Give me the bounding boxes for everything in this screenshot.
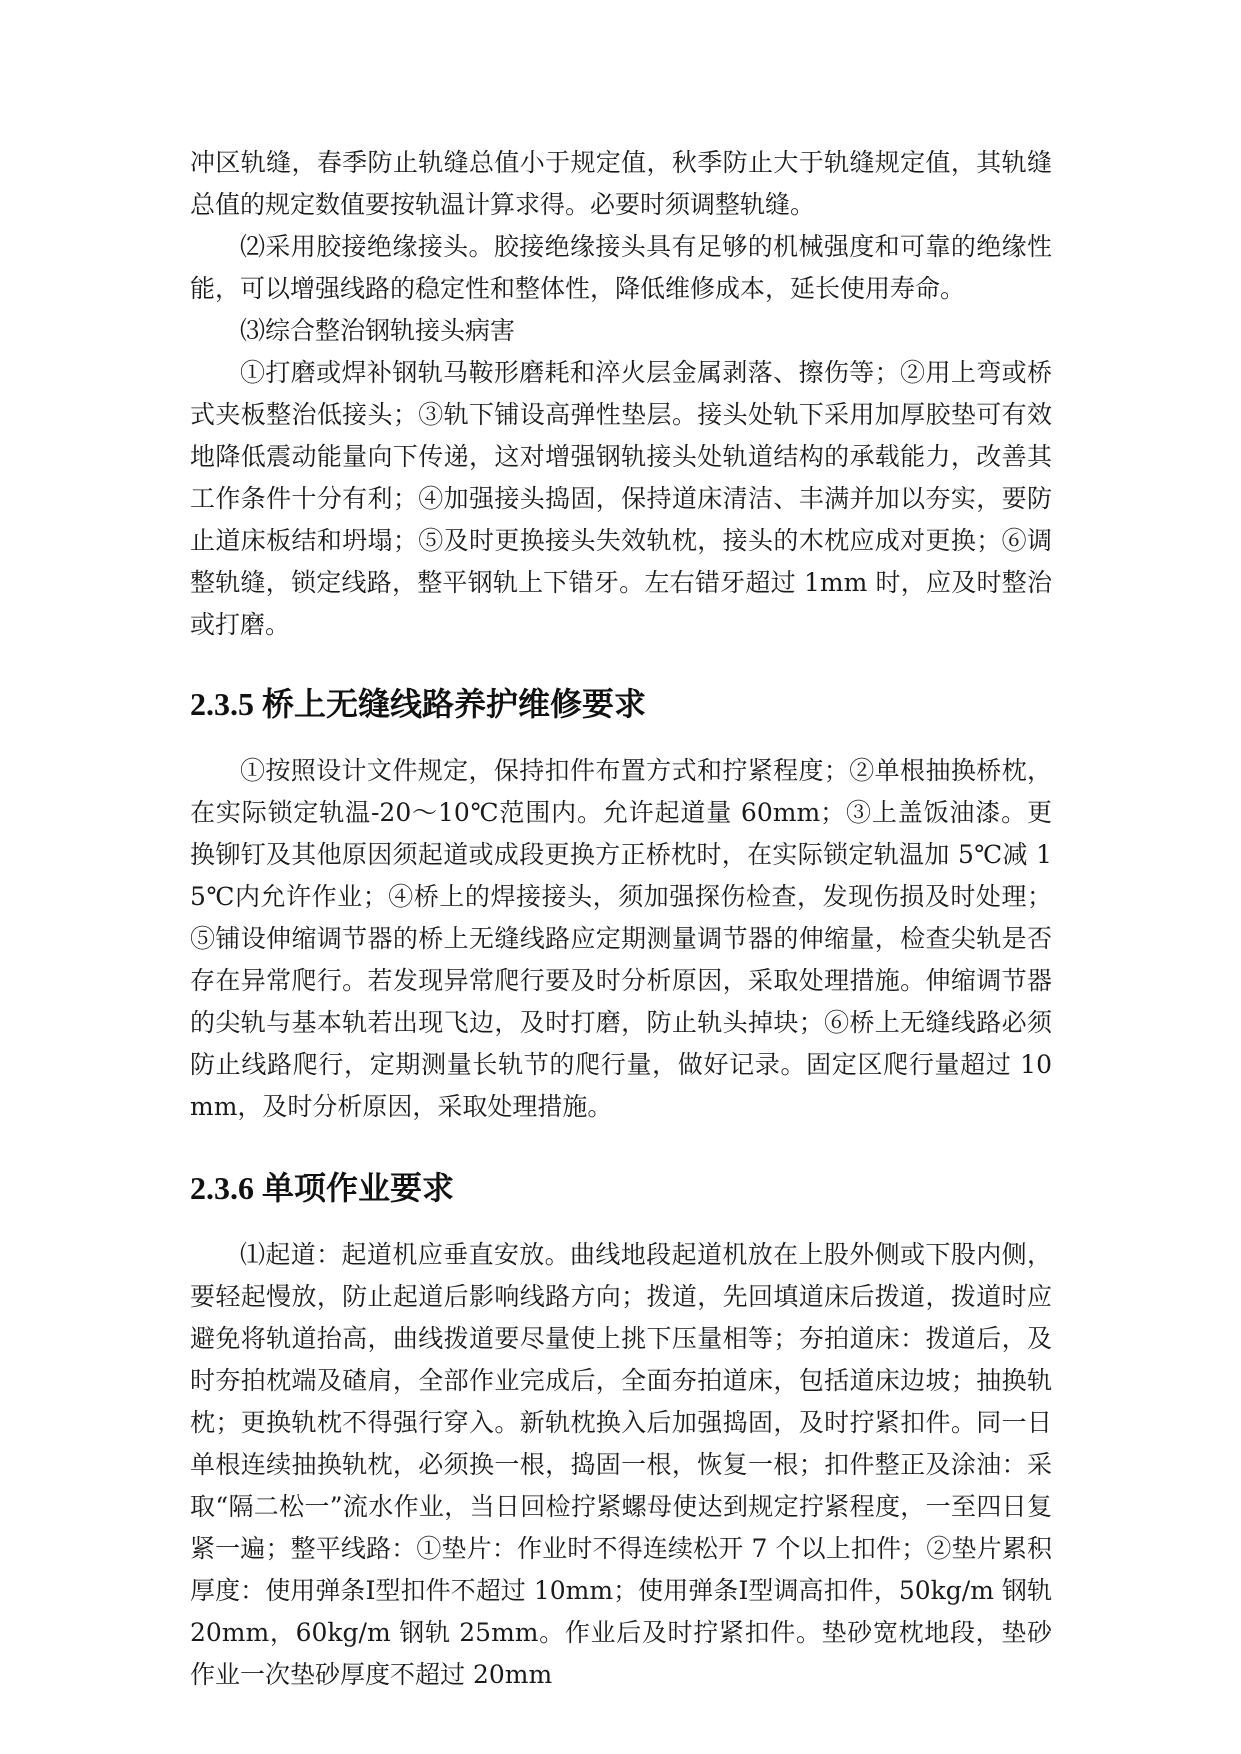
- paragraph-joint-defects-measures: ①打磨或焊补钢轨马鞍形磨耗和淬火层金属剥落、擦伤等；②用上弯或桥式夹板整治低接头；③轨下铺设高弹性垫层。接头处轨下采用加厚胶垫可有效地降低震动能量向下传递，这对增强钢轨接头处轨道结构的承载能力，改善其工作条件十分有利；④加强接头捣固，保持道床清洁、丰满并加以夯实，要防止道床板结和坍塌；⑤及时更换接头失效轨枕，接头的木枕应成对更换；⑥调整轨缝，锁定线路，整平钢轨上下错牙。左右错牙超过 1mm 时，应及时整治或打磨。: [190, 358, 1052, 639]
- heading-2-3-5: 2.3.5 桥上无缝线路养护维修要求: [190, 686, 647, 722]
- paragraph-bridge-cwr-maintenance: ①按照设计文件规定，保持扣件布置方式和拧紧程度；②单根抽换桥枕，在实际锁定轨温-20～10℃范围内。允许起道量 60mm；③上盖饭油漆。更换铆钉及其他原因须起道或成段更换方正桥枕时，在实际锁定轨温加 5℃减 15℃内允许作业；④桥上的焊接接头，须加强探伤检查，发现伤损及时处理；⑤铺设伸缩调节器的桥上无缝线路应定期测量调节器的伸缩量，检查尖轨是否存在异常爬行。若发现异常爬行要及时分析原因，采取处理措施。伸缩调节器的尖轨与基本轨若出现飞边，及时打磨，防止轨头掉块；⑥桥上无缝线路必须防止线路爬行，定期测量长轨节的爬行量，做好记录。固定区爬行量超过 10mm，及时分析原因，采取处理措施。: [190, 756, 1052, 1121]
- heading-2-3-6: 2.3.6 单项作业要求: [190, 1170, 455, 1206]
- paragraph-rail-gap: 冲区轨缝，春季防止轨缝总值小于规定值，秋季防止大于轨缝规定值，其轨缝总值的规定数值要按轨温计算求得。必要时须调整轨缝。: [190, 148, 1052, 219]
- paragraph-single-operation-requirements: ⑴起道：起道机应垂直安放。曲线地段起道机放在上股外侧或下股内侧，要轻起慢放，防止起道后影响线路方向；拨道，先回填道床后拨道，拨道时应避免将轨道抬高，曲线拨道要尽量使上挑下压量相等；夯拍道床：拨道后，及时夯拍枕端及碴肩，全部作业完成后，全面夯拍道床，包括道床边坡；抽换轨枕；更换轨枕不得强行穿入。新轨枕换入后加强捣固，及时拧紧扣件。同一日单根连续抽换轨枕，必须换一根，捣固一根，恢复一根；扣件整正及涂油：采取“隔二松一”流水作业，当日回检拧紧螺母使达到规定拧紧程度，一至四日复紧一遍；整平线路：①垫片：作业时不得连续松开 7 个以上扣件；②垫片累积厚度：使用弹条Ⅰ型扣件不超过 10mm；使用弹条Ⅰ型调高扣件，50kg/m 钢轨 20mm，60kg/m 钢轨 25mm。作业后及时拧紧扣件。垫砂宽枕地段，垫砂作业一次垫砂厚度不超过 20mm: [190, 1240, 1052, 1689]
- page-content: [190, 142, 1052, 1696]
- paragraph-glued-joint: ⑵采用胶接绝缘接头。胶接绝缘接头具有足够的机械强度和可靠的绝缘性能，可以增强线路的稳定性和整体性，降低维修成本，延长使用寿命。: [190, 232, 1052, 303]
- paragraph-joint-defects-title: ⑶综合整治钢轨接头病害: [240, 316, 516, 345]
